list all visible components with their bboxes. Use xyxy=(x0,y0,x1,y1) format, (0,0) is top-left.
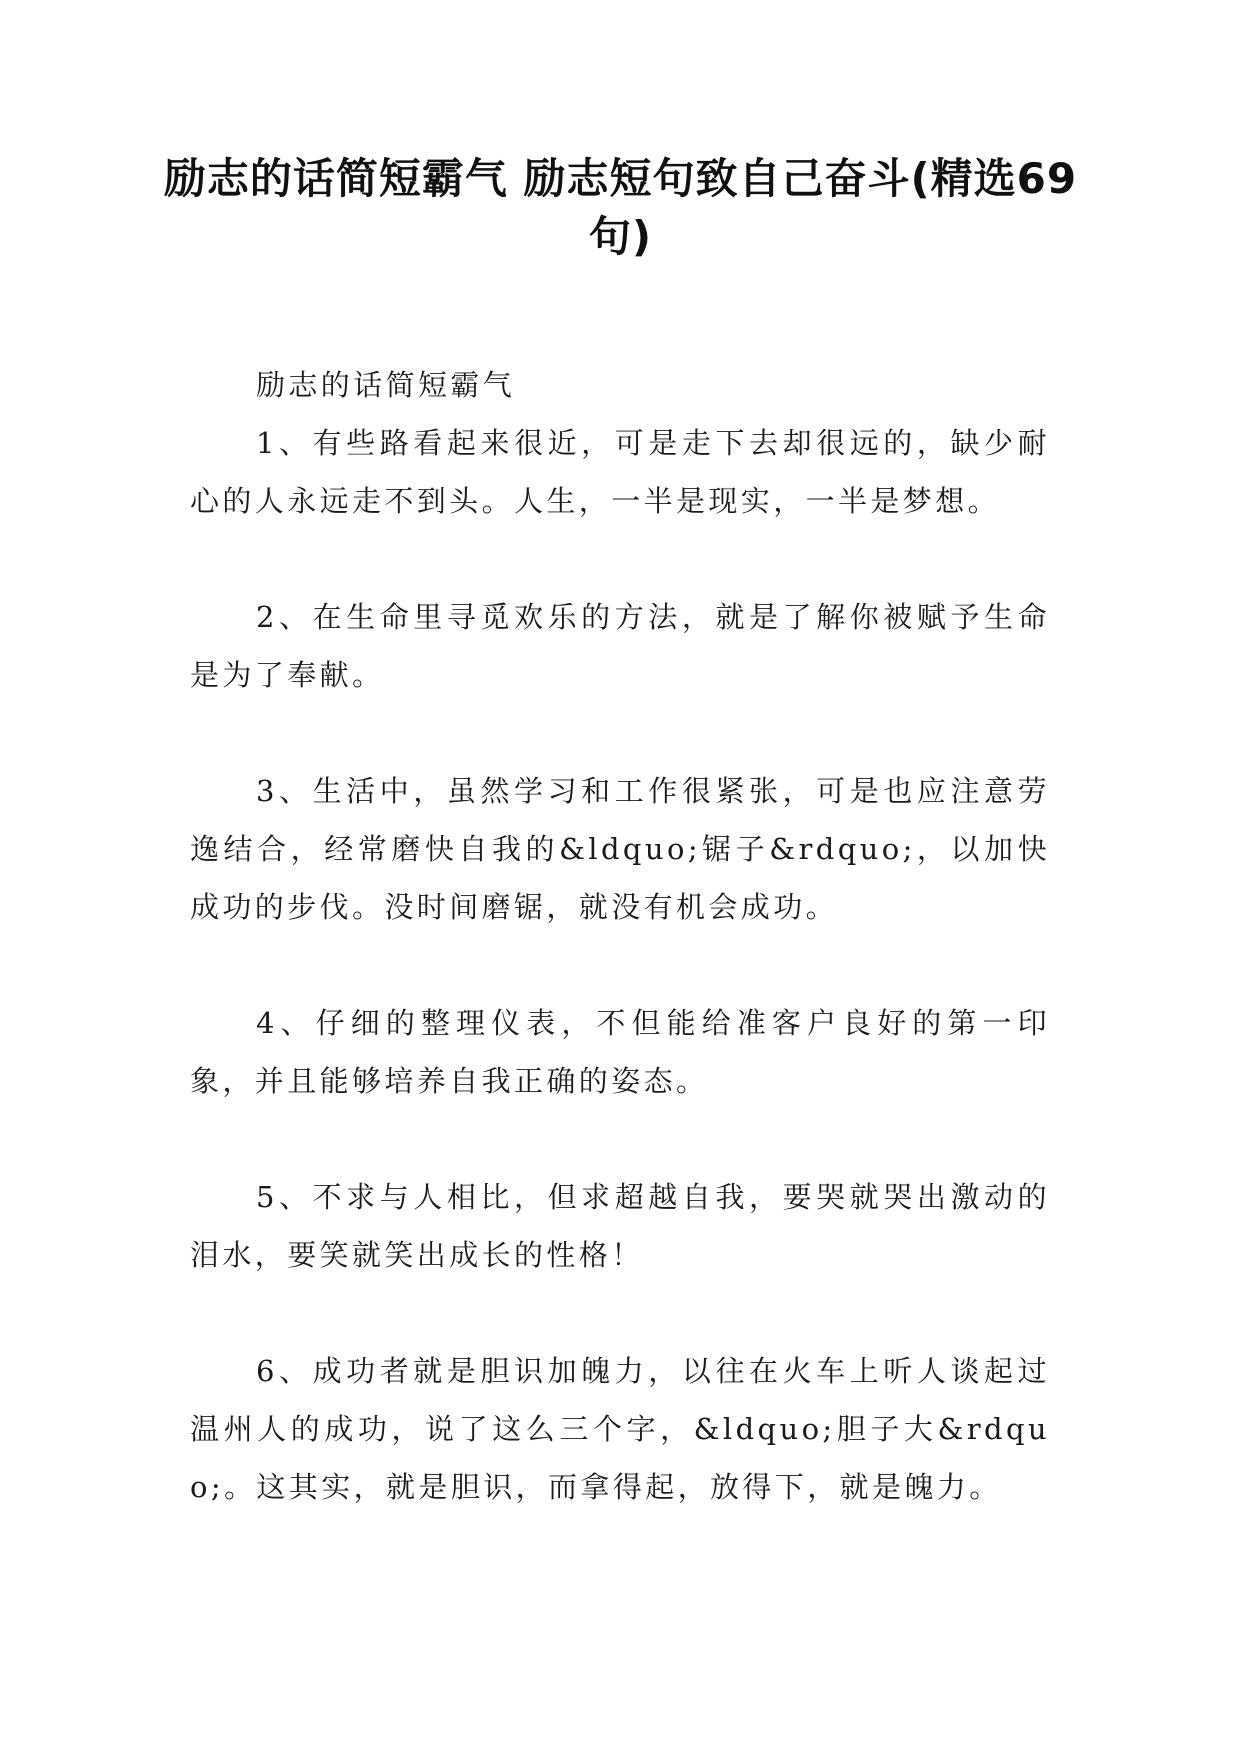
paragraph-1: 1、有些路看起来很近，可是走下去却很远的，缺少耐心的人永远走不到头。人生，一半是现实，一半是梦想。 xyxy=(190,426,1050,518)
paragraph-4: 4、仔细的整理仪表，不但能给准客户良好的第一印象，并且能够培养自我正确的姿态。 xyxy=(190,1006,1050,1098)
paragraph-3: 3、生活中，虽然学习和工作很紧张，可是也应注意劳逸结合，经常磨快自我的&ldquo;锯子&rdquo;，以加快成功的步伐。没时间磨锯，就没有机会成功。 xyxy=(190,774,1050,924)
paragraph-2: 2、在生命里寻觅欢乐的方法，就是了解你被赋予生命是为了奉献。 xyxy=(190,600,1050,692)
paragraph-5: 5、不求与人相比，但求超越自我，要哭就哭出激动的泪水，要笑就笑出成长的性格！ xyxy=(190,1180,1050,1272)
document-body xyxy=(190,356,1050,1574)
document-title: 励志的话简短霸气 励志短句致自己奋斗(精选69句) xyxy=(163,154,1078,261)
section-heading: 励志的话简短霸气 xyxy=(256,368,516,402)
paragraph-6: 6、成功者就是胆识加魄力，以往在火车上听人谈起过温州人的成功，说了这么三个字，&ldquo;胆子大&rdquo;。这其实，就是胆识，而拿得起，放得下，就是魄力。 xyxy=(190,1354,1050,1504)
